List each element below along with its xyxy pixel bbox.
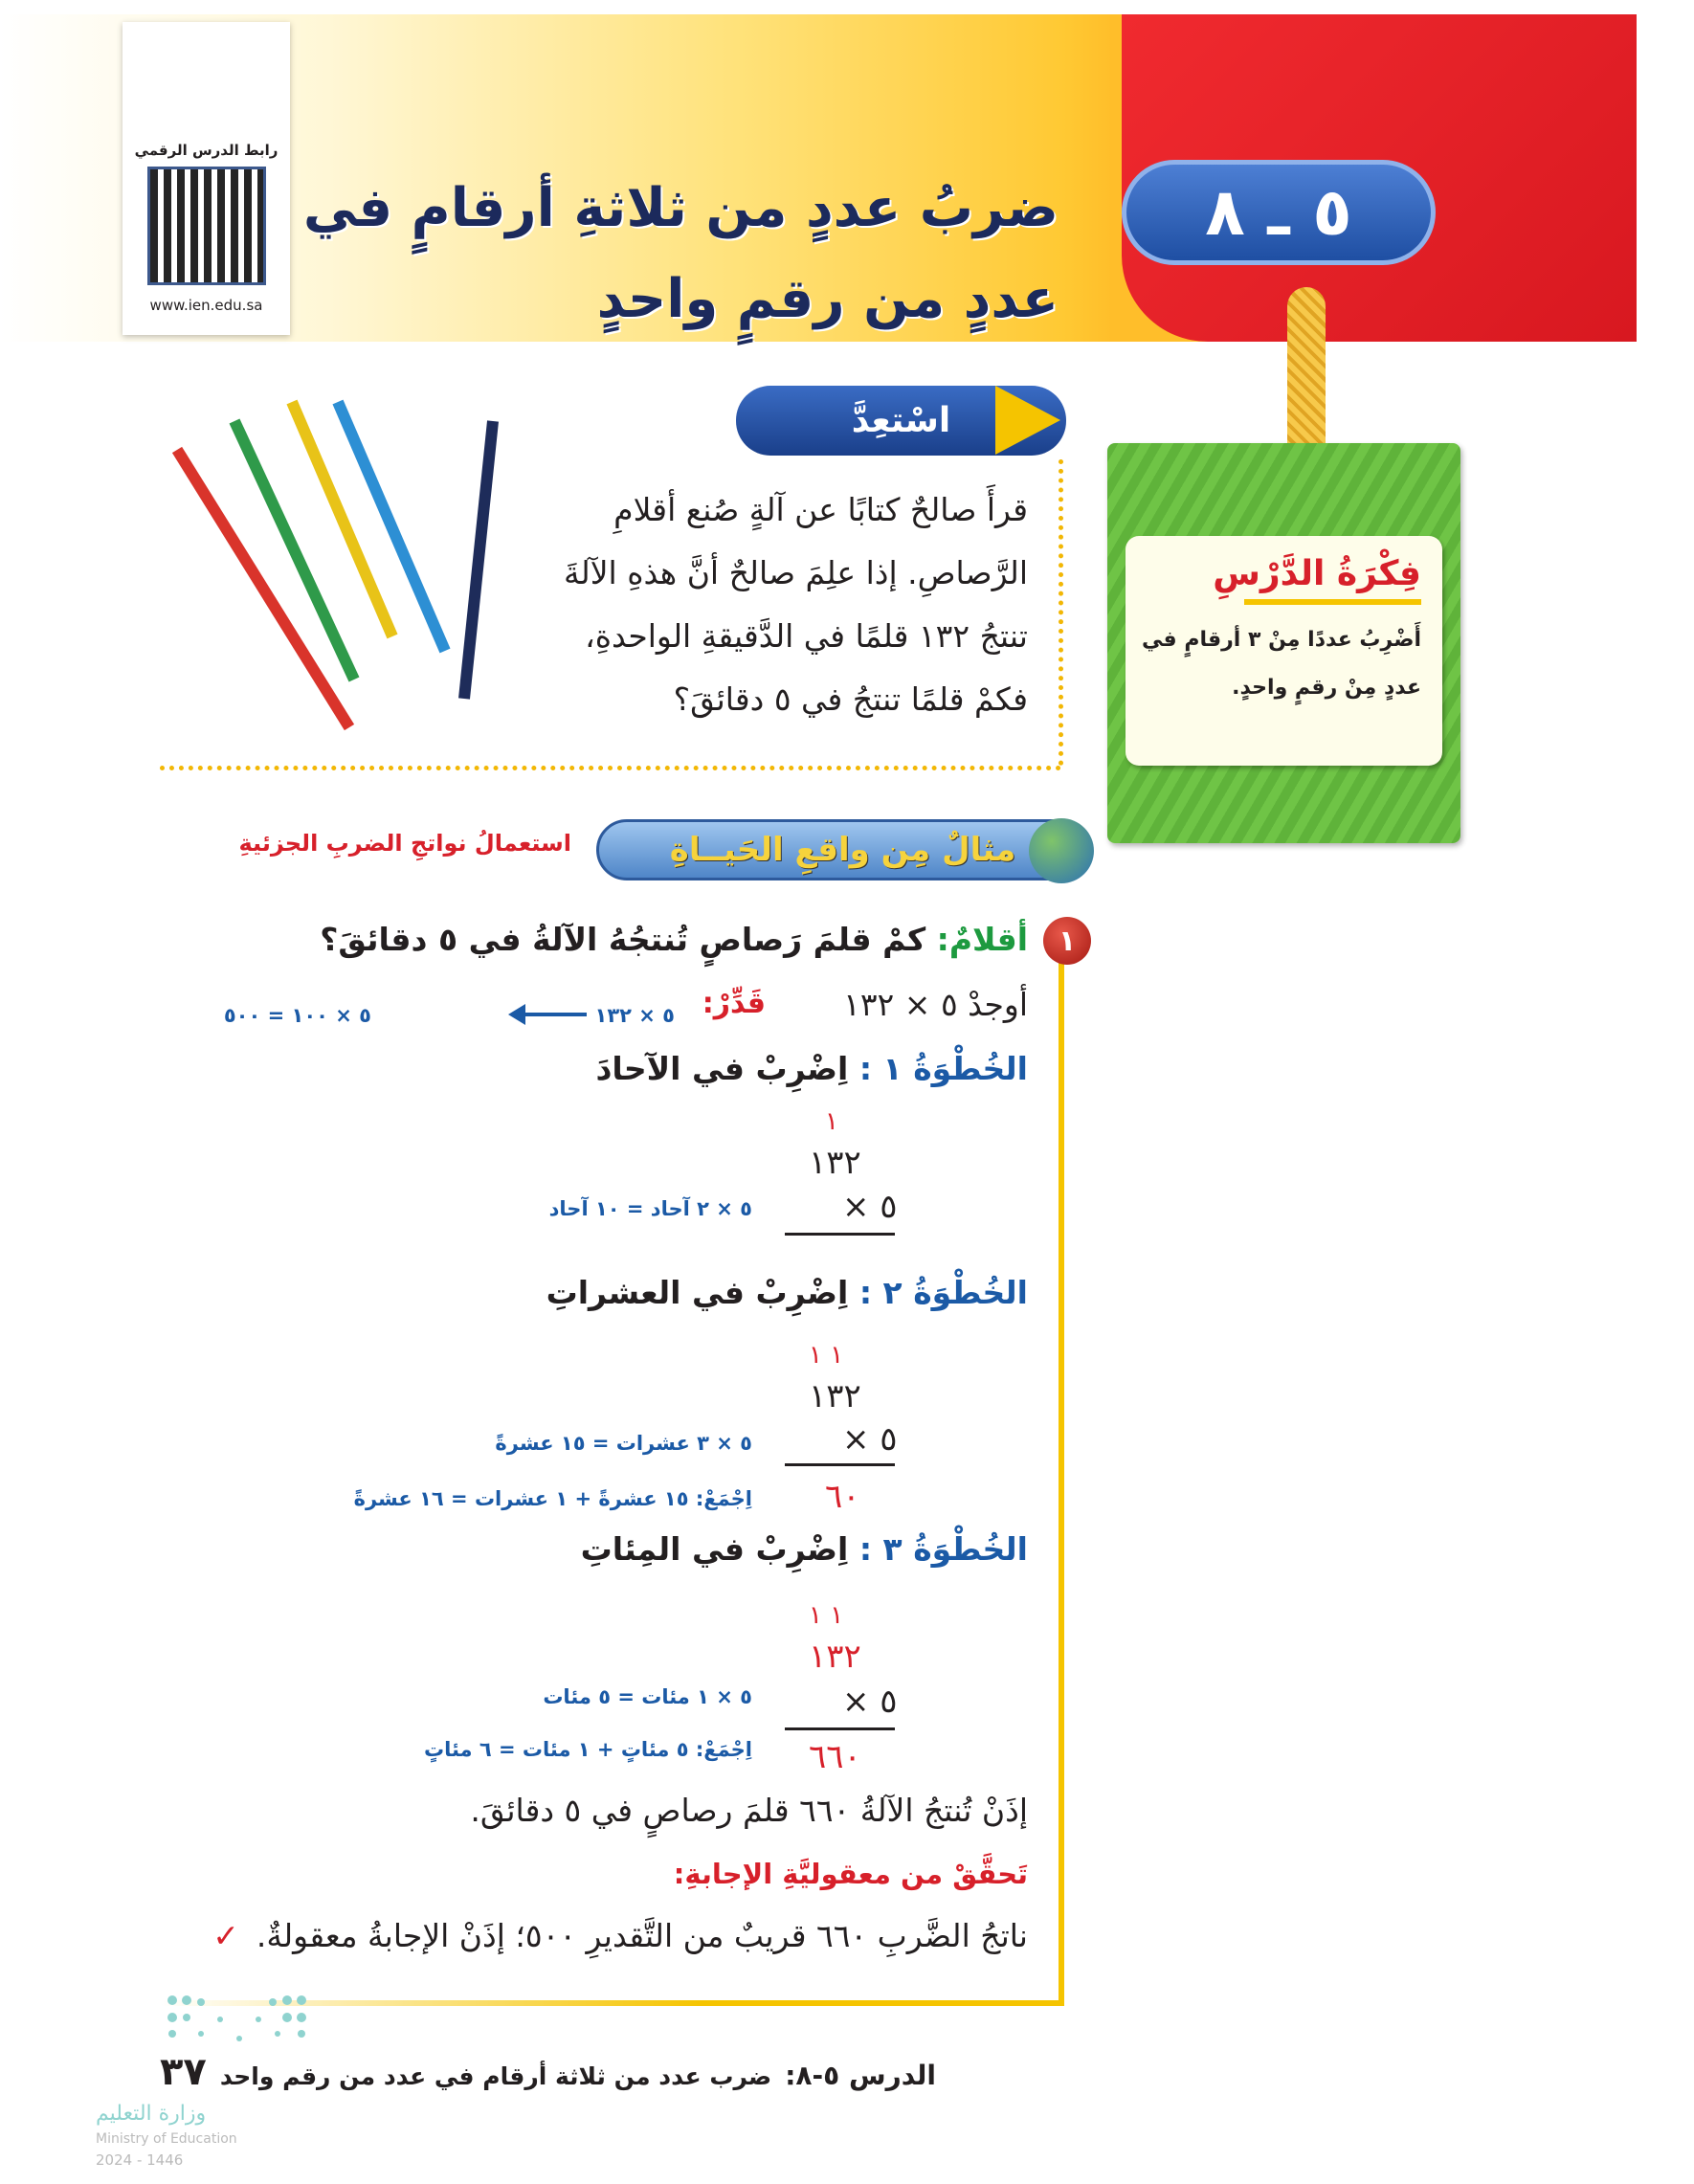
real-life-banner (596, 819, 1089, 880)
multiplier: ٥ × (842, 1420, 898, 1459)
yellow-border (1059, 919, 1064, 2006)
ministry-name-ar: وزارة التعليم (96, 2102, 207, 2126)
qr-url[interactable]: www.ien.edu.sa (149, 297, 263, 314)
step-text: اِضْرِبْ في العشراتِ (546, 1274, 849, 1311)
step-note: اِجْمَعْ: ٥ مئاتٍ + ١ مئات = ٦ مئاتٍ (423, 1738, 752, 1761)
lesson-idea-line2: عددٍ مِنْ رقمٍ واحدٍ. (1232, 676, 1421, 700)
checkmark-icon: ✓ (212, 1917, 239, 1954)
step-note: اِجْمَعْ: ١٥ عشرةً + ١ عشرات = ١٦ عشرةً (353, 1487, 752, 1510)
arrow-left-icon (522, 1013, 587, 1016)
check-title: تَحقَّقْ من معقوليَّةِ الإجابةِ: (673, 1858, 1028, 1890)
question-text: كمْ قلمَ رَصاصٍ تُنتجُهُ الآلةُ في ٥ دقائقَ؟ (320, 921, 926, 958)
lesson-idea-title: فِكْرَةُ الدَّرْسِ (1213, 554, 1421, 593)
paragraph-line: فكمْ قلمًا تنتجُ في ٥ دقائقَ؟ (673, 680, 1028, 718)
globe-icon (1029, 818, 1094, 883)
step-label: الخُطْوَةُ ١ : (858, 1050, 1028, 1087)
lesson-title-line1: ضربُ عددٍ من ثلاثةِ أرقامٍ في (302, 177, 1059, 239)
example-topic: أقلامٌ: (936, 921, 1028, 958)
pencils-image (167, 397, 502, 742)
multiplicand: ١٣٢ (809, 1377, 861, 1415)
footer-lesson (160, 2048, 936, 2101)
ministry-logo-dots (163, 1991, 316, 2048)
step-note: ٥ × ٣ عشرات = ١٥ عشرةً (495, 1432, 752, 1455)
multiplier: ٥ × (842, 1188, 898, 1226)
step-label: الخُطْوَةُ ٣ : (858, 1530, 1028, 1568)
lesson-number-badge: ٥ ـ ٨ (1122, 160, 1436, 265)
sum-line (785, 1233, 895, 1236)
ministry-name-en: Ministry of Education (96, 2131, 237, 2147)
carry-digits: ١ ١ (809, 1601, 844, 1630)
year: 2024 - 1446 (96, 2151, 184, 2169)
paragraph-line: الرَّصاصِ. إذا علِمَ صالحٌ أنَّ هذهِ الآلةَ (563, 554, 1028, 591)
multiplicand: ١٣٢ (809, 1638, 861, 1676)
partial-result: ٦٠ (825, 1478, 860, 1516)
step-note: ٥ × ٢ آحاد = ١٠ آحاد (548, 1197, 752, 1220)
get-ready-title: اسْتعِدَّ (851, 401, 951, 440)
estimate-left: ٥ × ١٣٢ (594, 1004, 675, 1027)
divider (1244, 599, 1421, 605)
estimate-right: ٥ × ١٠٠ = ٥٠٠ (223, 1004, 371, 1027)
qr-code-icon[interactable] (147, 167, 266, 285)
conclusion-text: إذَنْ تُنتجُ الآلةُ ٦٦٠ قلمَ رصاصٍ في ٥ دقائقَ. (470, 1792, 1028, 1829)
step-note: ٥ × ١ مئات = ٥ مئات (543, 1685, 752, 1708)
paragraph-line: تنتجُ ١٣٢ قلمًا في الدَّقيقةِ الواحدةِ، (585, 617, 1028, 655)
lesson-title-line2: عددٍ من رقمٍ واحدٍ (596, 268, 1059, 330)
carry-digits: ١ (825, 1107, 838, 1136)
example-question (320, 921, 1028, 959)
paragraph-line: قرأَ صالحٌ كتابًا عن آلةٍ صُنع أقلامِ (613, 491, 1028, 528)
step-label: الخُطْوَةُ ٢ : (858, 1274, 1028, 1311)
step-3-heading (581, 1530, 1028, 1569)
sum-line (785, 1463, 895, 1466)
dotted-border (160, 766, 1061, 770)
footer-lesson-label: الدرس ٥-٨: (785, 2060, 936, 2091)
step-text: اِضْرِبْ في الآحادَ (595, 1050, 849, 1087)
real-life-subtitle: استعمالُ نواتجِ الضربِ الجزئيةِ (238, 830, 571, 857)
qr-card[interactable] (123, 22, 290, 335)
dotted-border (1059, 459, 1063, 766)
step-1-heading (596, 1050, 1029, 1088)
get-ready-paragraph (564, 479, 1028, 731)
sum-line (785, 1727, 895, 1730)
carry-digits: ١ ١ (809, 1341, 844, 1370)
qr-label: رابط الدرس الرقمي (134, 142, 279, 159)
multiplier: ٥ × (842, 1683, 898, 1721)
example-number-badge: ١ (1043, 917, 1091, 965)
real-life-title: مثالٌ مِن واقعِ الحَيــاةِ (669, 831, 1016, 869)
multiplicand: ١٣٢ (809, 1144, 861, 1182)
check-text: ناتجُ الضَّربِ ٦٦٠ قريبٌ من التَّقديرِ ٥٠٠؛ إذَنْ الإجابةُ معقولةٌ. (256, 1917, 1028, 1954)
final-result: ٦٦٠ (809, 1738, 861, 1776)
lesson-idea-line1: أَضْرِبُ عددًا مِنْ ٣ أرقامٍ في (1142, 628, 1421, 652)
page-number: ٣٧ (159, 2050, 207, 2094)
find-text: أوجدْ ٥ × ١٣٢ (843, 986, 1028, 1023)
lesson-idea-box (1126, 536, 1442, 766)
step-2-heading (546, 1274, 1028, 1312)
step-text: اِضْرِبْ في المِئاتِ (580, 1530, 849, 1568)
check-row (212, 1917, 1028, 1955)
triangle-icon (995, 386, 1060, 455)
estimate-label: قَدِّرْ: (702, 987, 766, 1020)
footer-lesson-title: ضرب عدد من ثلاثة أرقام في عدد من رقم واحد (219, 2062, 772, 2090)
